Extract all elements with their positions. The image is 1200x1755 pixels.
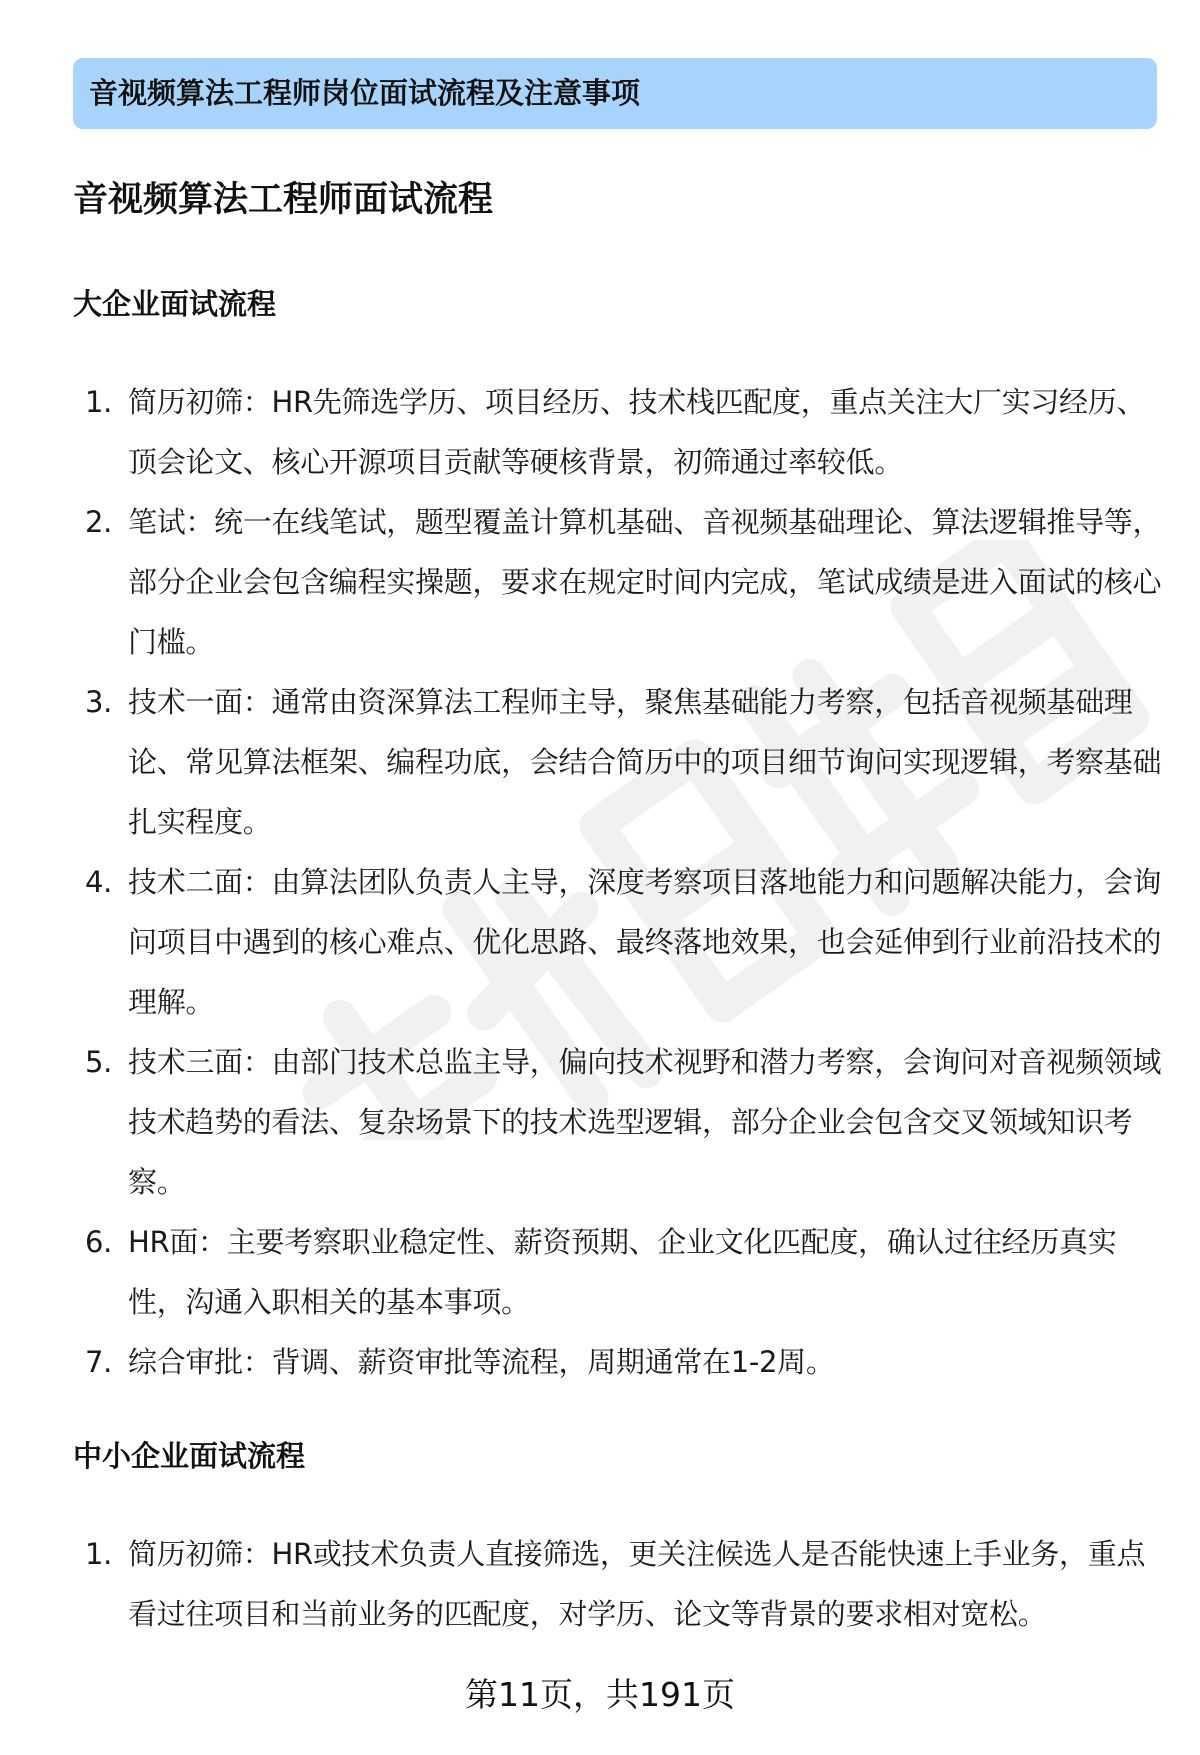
- list-item-number: 5.: [85, 1045, 113, 1079]
- small-company-list: [73, 1524, 1163, 1644]
- list-item-text: 笔试：统一在线笔试，题型覆盖计算机基础、音视频基础理论、算法逻辑推导等，部分企业会包含编程实操题，要求在规定时间内完成，笔试成绩是进入面试的核心门槛。: [128, 505, 1162, 659]
- section-title: 音视频算法工程师面试流程: [73, 180, 494, 220]
- list-item: [73, 852, 1163, 1032]
- list-item-number: 4.: [85, 865, 113, 899]
- list-item: [73, 1524, 1163, 1644]
- list-item-number: 6.: [85, 1225, 113, 1259]
- list-item-text: HR面：主要考察职业稳定性、薪资预期、企业文化匹配度，确认过往经历真实性，沟通入职相关的基本事项。: [128, 1225, 1117, 1319]
- document-title: 音视频算法工程师岗位面试流程及注意事项: [89, 76, 641, 110]
- list-item-number: 1.: [85, 385, 113, 419]
- list-item: [73, 1332, 1163, 1392]
- list-item-text: 技术三面：由部门技术总监主导，偏向技术视野和潜力考察，会询问对音视频领域技术趋势的看法、复杂场景下的技术选型逻辑，部分企业会包含交叉领域知识考察。: [128, 1045, 1162, 1199]
- large-company-heading: 大企业面试流程: [73, 287, 277, 321]
- list-item-number: 2.: [85, 505, 113, 539]
- list-item-number: 3.: [85, 685, 113, 719]
- list-item-number: 1.: [85, 1537, 113, 1571]
- list-item: [73, 492, 1163, 672]
- list-item-text: 简历初筛：HR或技术负责人直接筛选，更关注候选人是否能快速上手业务，重点看过往项目和当前业务的匹配度，对学历、论文等背景的要求相对宽松。: [128, 1537, 1146, 1631]
- list-item: [73, 672, 1163, 852]
- list-item: [73, 372, 1163, 492]
- small-company-heading: 中小企业面试流程: [73, 1439, 306, 1473]
- list-item-text: 简历初筛：HR先筛选学历、项目经历、技术栈匹配度，重点关注大厂实习经历、顶会论文、核心开源项目贡献等硬核背景，初筛通过率较低。: [128, 385, 1146, 479]
- list-item-text: 技术一面：通常由资深算法工程师主导，聚焦基础能力考察，包括音视频基础理论、常见算法框架、编程功底，会结合简历中的项目细节询问实现逻辑，考察基础扎实程度。: [128, 685, 1162, 839]
- list-item-text: 综合审批：背调、薪资审批等流程，周期通常在1-2周。: [128, 1345, 835, 1379]
- list-item: [73, 1032, 1163, 1212]
- list-item: [73, 1212, 1163, 1332]
- page-footer: 第11页，共191页: [465, 1675, 735, 1714]
- list-item-text: 技术二面：由算法团队负责人主导，深度考察项目落地能力和问题解决能力，会询问项目中遇到的核心难点、优化思路、最终落地效果，也会延伸到行业前沿技术的理解。: [128, 865, 1162, 1019]
- list-item-number: 7.: [85, 1345, 113, 1379]
- header-banner: [73, 58, 1157, 129]
- large-company-list: [73, 372, 1163, 1392]
